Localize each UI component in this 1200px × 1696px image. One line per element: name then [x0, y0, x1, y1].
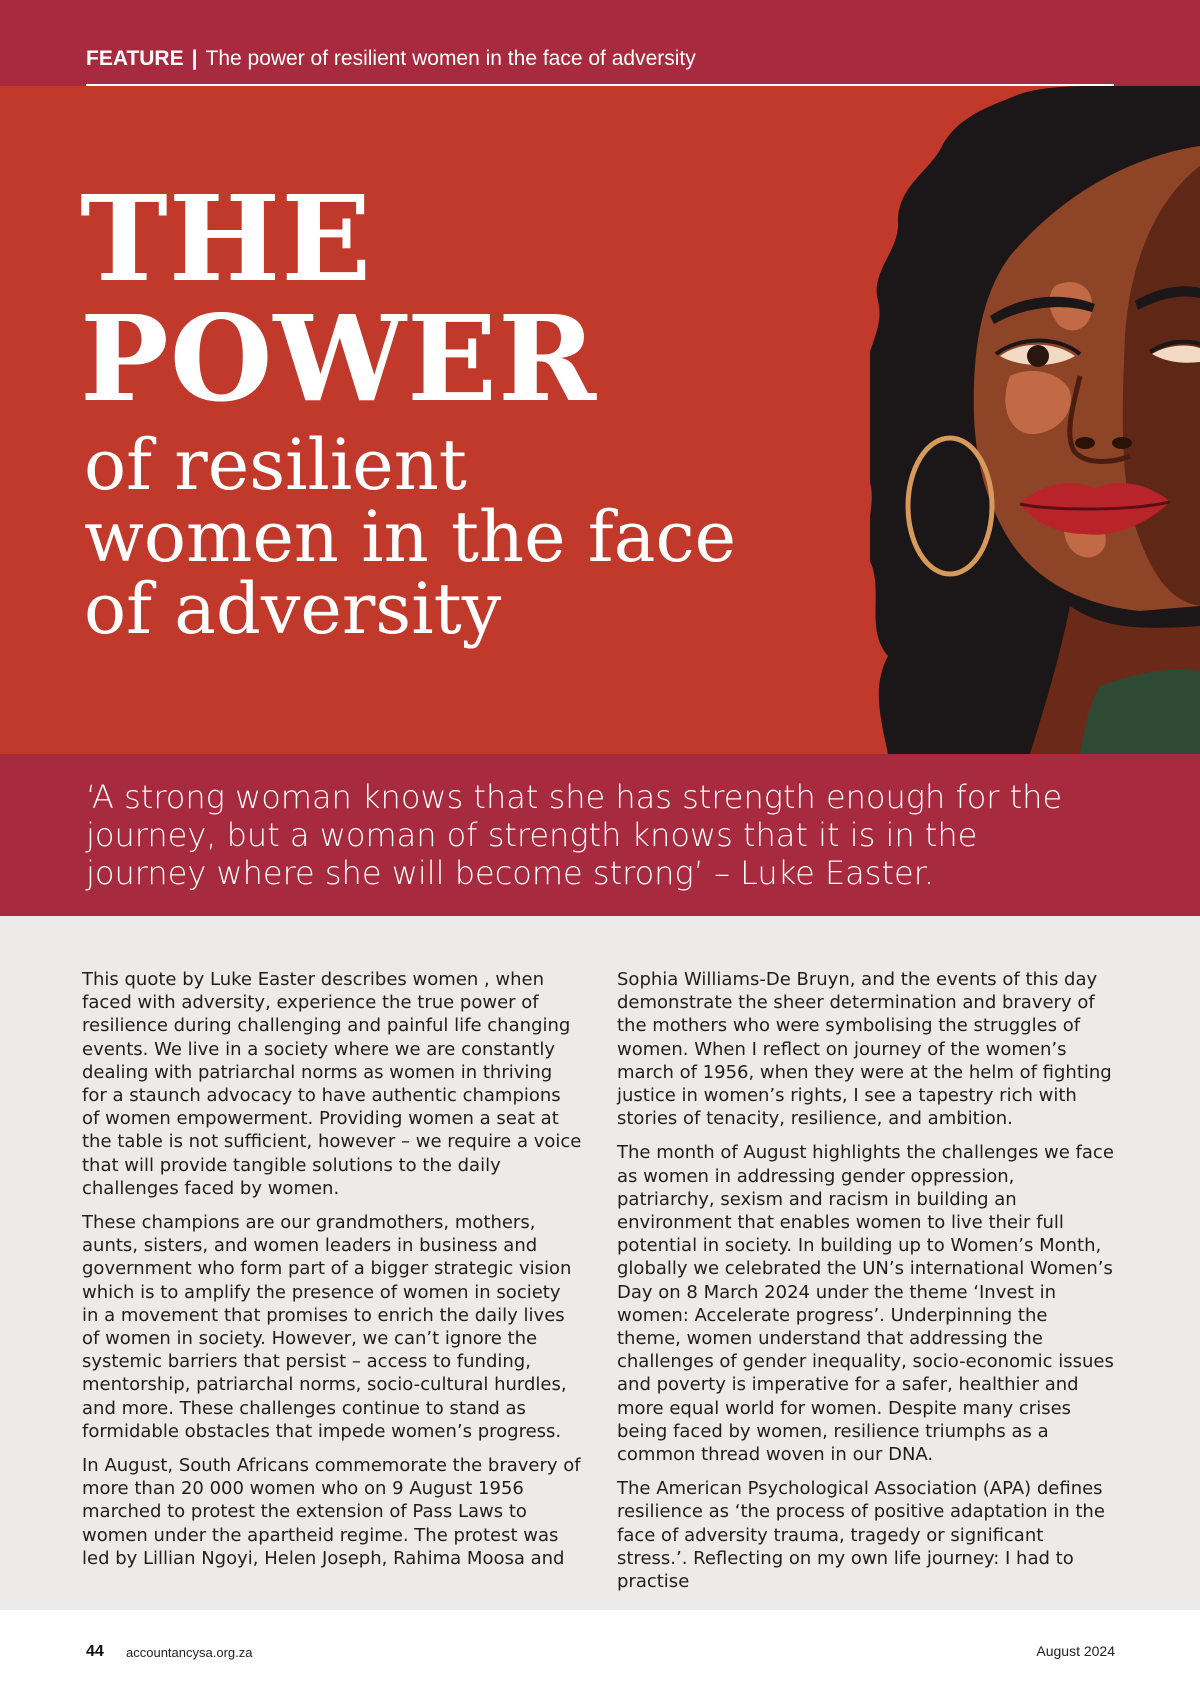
subtitle-line-3: of adversity: [84, 568, 502, 650]
body-paragraph: In August, South Africans commemorate the bravery of more than 20 000 women who on 9 August 1956 marched to protest the extension of Pass Laws to women under the apartheid regime. The protest was led by Lillian Ngoyi, Helen Joseph, Rahima Moosa and: [82, 1455, 581, 1569]
hero-banner: [0, 86, 1200, 754]
title-line-2: POWER: [80, 289, 598, 428]
website-link[interactable]: accountancysa.org.za: [126, 1645, 253, 1660]
body-paragraph: These champions are our grandmothers, mothers, aunts, sisters, and women leaders in business and government who form part of a bigger strategic vision which is to amplify the presence of women in society in a movement that promises to enrich the daily lives of women in society. However, we can’t ignore the systemic barriers that persist – access to funding, mentorship, patriarchal norms, socio-cultural hurdles, and more. These challenges continue to stand as formidable obstacles that impede women’s progress.: [82, 1212, 572, 1442]
page-footer: [0, 1610, 1200, 1696]
section-label: FEATURE: [86, 47, 184, 70]
body-paragraph: The month of August highlights the challenges we face as women in addressing gender oppression, patriarchy, sexism and racism in building an environment that enables women to live their full potential in society. In building up to Women’s Month, globally we celebrated the UN’s international Women’s Day on 8 March 2024 under the theme ‘Invest in women: Accelerate progress’. Underpinning the theme, women understand that addressing the challenges of gender inequality, socio-economic issues and poverty is imperative for a safer, healthier and more equal world for women. Despite many crises being faced by women, resilience triumphs as a common thread woven in our DNA.: [617, 1142, 1114, 1466]
body-column-right: [617, 968, 1115, 1604]
body-paragraph: The American Psychological Association (APA) defines resilience as ‘the process of positive adaptation in the face of adversity trauma, tragedy or significant stress.’. Reflecting on my own life journey: I had to practise: [617, 1478, 1105, 1593]
woman-portrait-illustration: [870, 86, 1200, 754]
header-divider: |: [191, 47, 198, 70]
title-subtitle: [84, 424, 737, 650]
pull-quote-bar: [0, 754, 1200, 916]
page-number: 44: [86, 1643, 104, 1660]
running-header: [86, 47, 696, 71]
body-paragraph: This quote by Luke Easter describes women , when faced with adversity, experience the true power of resilience during challenging and painful life changing events. We live in a society where we are constantly dealing with patriarchal norms as women in thriving for a staunch advocacy to have authentic champions of women empowerment. Providing women a seat at the table is not sufficient, however – we require a voice that will provide tangible solutions to the daily challenges faced by women.: [82, 969, 582, 1199]
issue-date: August 2024: [1036, 1643, 1115, 1659]
subtitle-line-2: women in the face: [84, 496, 737, 578]
pull-quote: ‘A strong woman knows that she has strength enough for the journey, but a woman of strength knows that it is in the journey where she will become strong’ – Luke Easter.: [86, 778, 1063, 892]
title-line-1: THE: [80, 169, 373, 308]
header-subtitle: The power of resilient women in the face of adversity: [205, 47, 696, 70]
header-bar: [0, 0, 1200, 86]
body-column-left: [82, 968, 582, 1581]
subtitle-line-1: of resilient: [84, 424, 467, 506]
body-paragraph: Sophia Williams-De Bruyn, and the events of this day demonstrate the sheer determination and bravery of the mothers who were symbolising the struggles of women. When I reflect on journey of the women’s march of 1956, when they were at the helm of fighting justice in women’s rights, I see a tapestry rich with stories of tenacity, resilience, and ambition.: [617, 969, 1112, 1130]
